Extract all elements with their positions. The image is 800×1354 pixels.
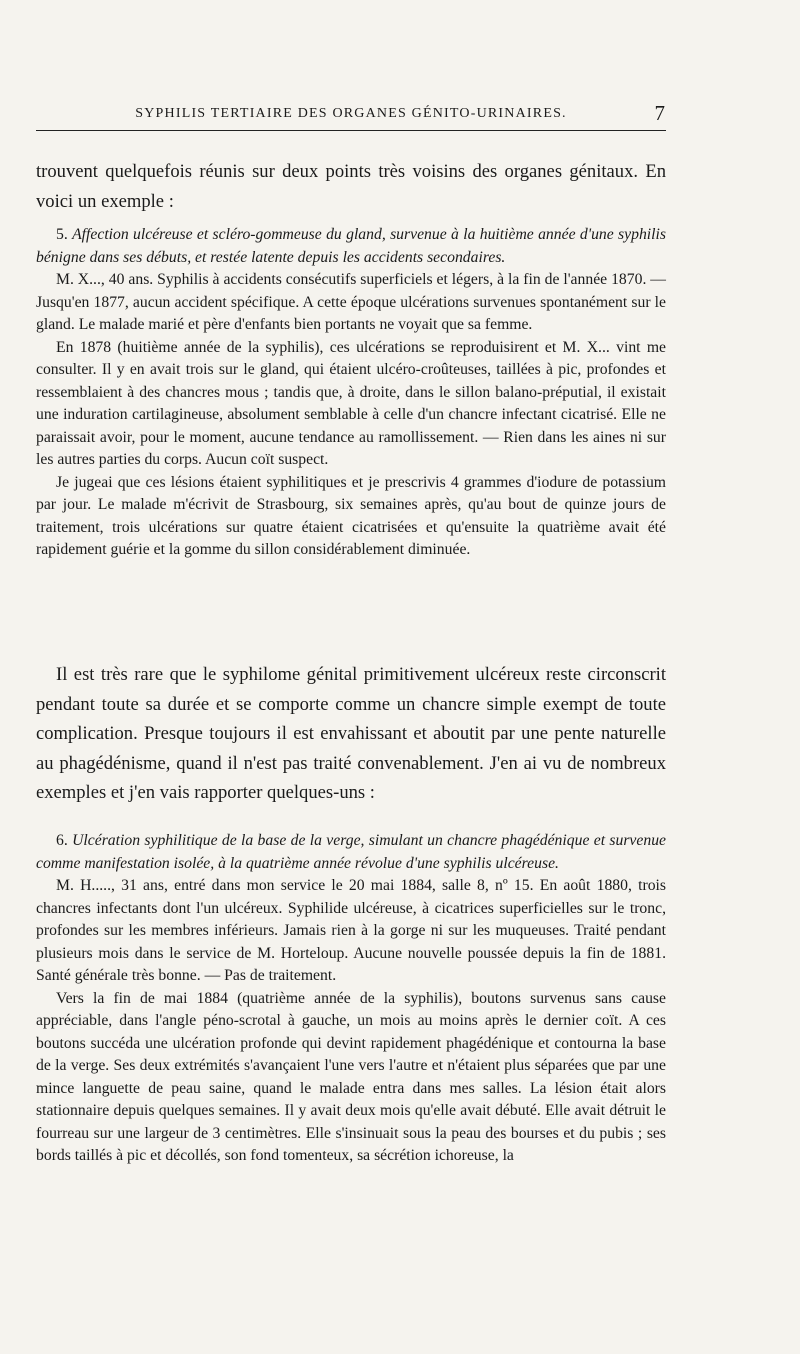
running-head: SYPHILIS TERTIAIRE DES ORGANES GÉNITO-URINAIRES. — [135, 106, 567, 121]
case-5-heading — [36, 224, 666, 269]
case-5-paragraph-1: M. X..., 40 ans. Syphilis à accidents consécutifs superficiels et légers, à la fin de l'année 1870. — Jusqu'en 1877, aucun accident spécifique. A cette époque ulcérations survenues spontanément sur le gland. Le malade marié et père d'enfants bien portants ne voyait que sa femme. — [36, 271, 666, 333]
case-5-number: 5. — [56, 226, 68, 243]
main-text-block — [36, 660, 666, 808]
case-6-block — [36, 830, 666, 1168]
case-5-title: Affection ulcéreuse et scléro-gommeuse du gland, survenue à la huitième année d'une syphilis bénigne dans ses débuts, et restée latente depuis les accidents secondaires. — [36, 226, 666, 266]
main-paragraph: Il est très rare que le syphilome génital primitivement ulcéreux reste circonscrit pendant toute sa durée et se comporte comme un chancre simple exempt de toute complication. Presque toujours il est envahissant et aboutit par une pente naturelle au phagédénisme, quand il n'est pas traité convenablement. J'en ai vu de nombreux exemples et j'en vais rapporter quelques-uns : — [36, 664, 666, 804]
case-5-paragraph-3: Je jugeai que ces lésions étaient syphilitiques et je prescrivis 4 grammes d'iodure de potassium par jour. Le malade m'écrivit de Strasbourg, six semaines après, qu'au bout de quinze jours de traitement, trois ulcérations sur quatre étaient cicatrisées et qu'ensuite la quatrième avait été rapidement guérie et la gomme du sillon considérablement diminuée. — [36, 473, 666, 558]
case-5-paragraph-2: En 1878 (huitième année de la syphilis), ces ulcérations se reproduisirent et M. X... vint me consulter. Il y en avait trois sur le gland, qui étaient ulcéro-croûteuses, taillées à pic, profondes et ressemblaient à des chancres mous ; tandis que, à droite, dans le sillon balano-préputial, il existait une induration cartilagineuse, absolument semblable à celle d'un chancre infectant cicatrisé. Elle ne paraissait avoir, pour le moment, aucune tendance au ramollissement. — Rien dans les aines ni sur les autres parties du corps. Aucun coït suspect. — [36, 338, 666, 468]
intro-paragraph: trouvent quelquefois réunis sur deux points très voisins des organes génitaux. En voici un exemple : — [36, 161, 666, 212]
case-6-paragraph-1: M. H....., 31 ans, entré dans mon service le 20 mai 1884, salle 8, nº 15. En août 1880, trois chancres infectants dont l'un ulcéreux. Syphilide ulcéreuse, à cicatrices superficielles sur le tronc, profondes sur les membres inférieurs. Jamais rien à la gorge ni sur les muqueuses. Traité pendant plusieurs mois dans le service de M. Horteloup. Aucune nouvelle poussée depuis la fin de 1881. Santé générale très bonne. — Pas de traitement. — [36, 877, 666, 984]
case-5-block — [36, 224, 666, 562]
case-6-heading — [36, 830, 666, 875]
page-number: 7 — [654, 101, 665, 125]
case-6-title: Ulcération syphilitique de la base de la verge, simulant un chancre phagédénique et survenue comme manifestation isolée, à la quatrième année révolue d'une syphilis ulcéreuse. — [36, 832, 667, 872]
case-6-number: 6. — [56, 832, 68, 849]
header-rule — [36, 130, 666, 131]
intro-block — [36, 157, 666, 216]
case-6-paragraph-2: Vers la fin de mai 1884 (quatrième année de la syphilis), boutons survenus sans cause appréciable, dans l'angle péno-scrotal à gauche, un mois au moins après le dernier coït. A ces boutons succéda une ulcération profonde qui devint rapidement phagédénique et contourna la base de la verge. Ses deux extrémités s'avançaient l'une vers l'autre et n'étaient plus séparées que par une mince languette de peau saine, quand le malade entra dans mes salles. La lésion était alors stationnaire depuis quelques semaines. Il y avait deux mois qu'elle avait débuté. Elle avait détruit le fourreau sur une largeur de 3 centimètres. Elle s'insinuait sous la peau des bourses et du pubis ; ses bords taillés à pic et décollés, son fond tomenteux, sa sécrétion ichoreuse, la — [36, 989, 666, 1164]
